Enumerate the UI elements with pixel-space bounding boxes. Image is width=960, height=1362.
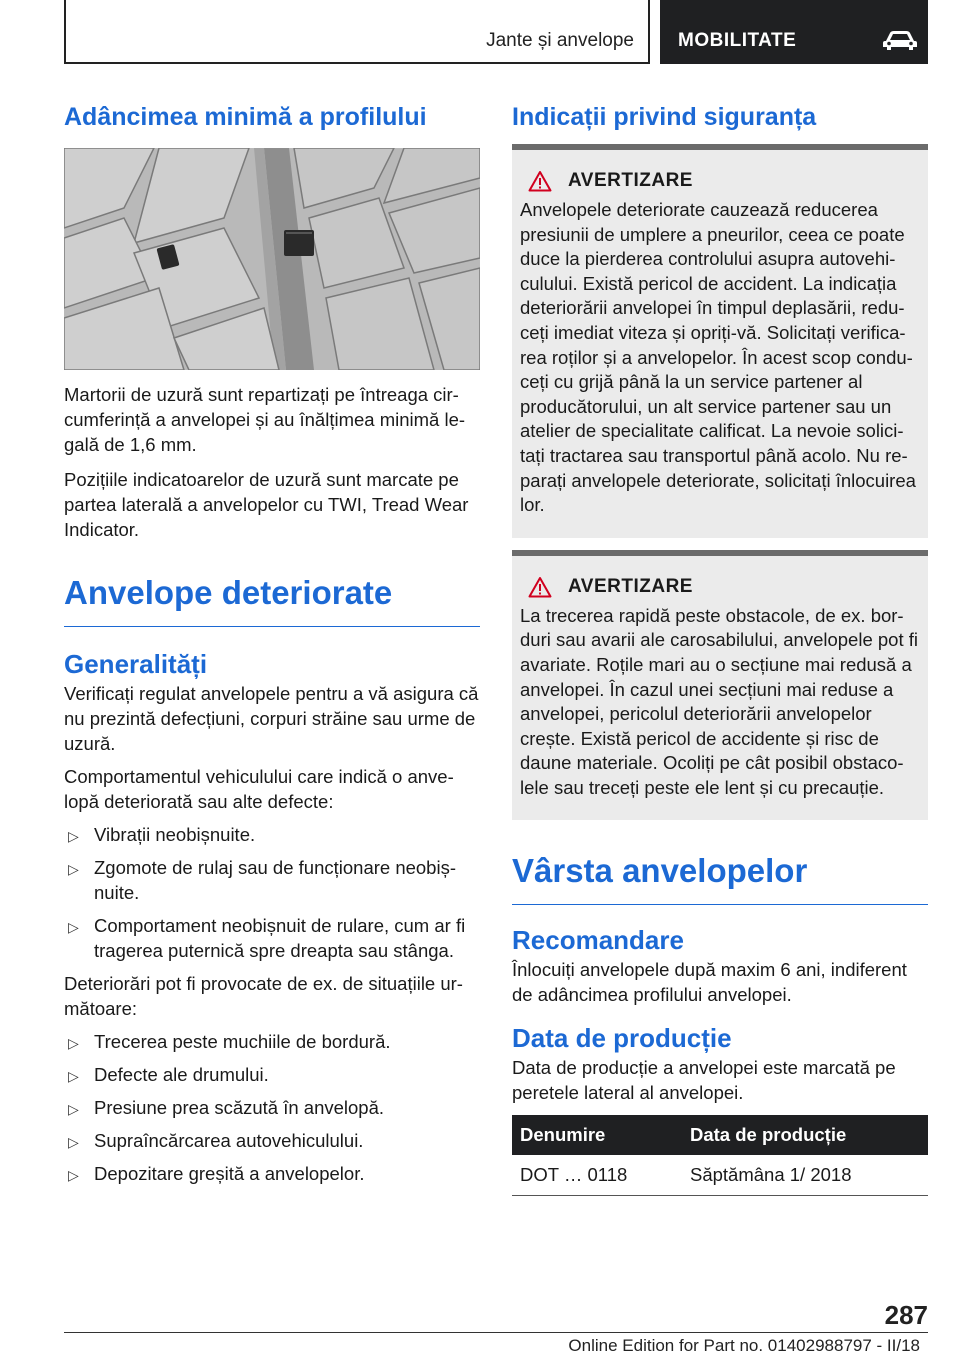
triangle-bullet-icon: ▷	[68, 861, 79, 877]
list-item: ▷ Presiune prea scăzută în anvelopă.	[64, 1095, 480, 1120]
paragraph: Martorii de uzură sunt repartizați pe întreaga cir-cumferință a anvelopei și au înălțimea minimă le-gală de 1,6 mm.	[64, 384, 466, 455]
list-item: ▷ Comportament neobișnuit de rulare, cum ar fi tragerea puternică spre dreapta sau stânga.	[68, 915, 466, 961]
section-tab	[64, 0, 650, 64]
paragraph: Înlocuiți anvelopele după maxim 6 ani, indiferent de adâncimea profilului anvelopei.	[512, 959, 907, 1006]
left-column	[64, 100, 480, 1194]
paragraph: Data de producție a anvelopei este marcată pe peretele lateral al anvelopei.	[512, 1057, 896, 1104]
triangle-bullet-icon: ▷	[68, 919, 79, 935]
list-item: ▷ Vibrații neobișnuite.	[64, 822, 480, 847]
warning-box	[512, 144, 928, 538]
table-cell: DOT … 0118	[512, 1155, 682, 1195]
cause-list	[64, 1029, 480, 1186]
list-item: ▷ Supraîncărcarea autovehiculului.	[64, 1128, 480, 1153]
car-icon	[882, 28, 918, 52]
list-item: ▷ Defecte ale drumului.	[64, 1062, 480, 1087]
symptom-list	[64, 822, 480, 963]
column-header: Denumire	[512, 1115, 682, 1155]
paragraph: Verificați regulat anvelopele pentru a vă asigura că nu prezintă defecțiuni, corpuri străine sau urme de uzură.	[64, 683, 479, 754]
triangle-bullet-icon: ▷	[68, 828, 79, 844]
list-item: ▷ Trecerea peste muchiile de bordură.	[64, 1029, 480, 1054]
list-item: ▷ Zgomote de rulaj sau de funcționare neobiș-nuite.	[68, 857, 456, 903]
warning-triangle-icon	[528, 576, 552, 598]
warning-text: La trecerea rapidă peste obstacole, de ex. bor-duri sau avarii ale carosabilului, anvelopele pot fi avariate. Roțile mari au o secțiune mai redusă a anvelopei. În cazul unei secțiuni mai reduse a anvelopei, pericolul deteriorării anvelopelor crește. Există pericol de accidente și risc de daune materiale. Ocoliți pe cât posibil obstaco-lele sau treceți peste ele lent și cu precauție.	[520, 604, 918, 798]
table-header-row	[512, 1115, 928, 1155]
right-column	[512, 100, 928, 1196]
table-row	[512, 1155, 928, 1195]
page-number: 287	[884, 1300, 928, 1330]
edition-footer: Online Edition for Part no. 01402988797 - II/18	[568, 1336, 920, 1355]
paragraph: Pozițiile indicatoarelor de uzură sunt marcate pe partea laterală a anvelopelor cu TWI, Tread Wear Indicator.	[64, 469, 469, 540]
category-tab	[660, 0, 928, 64]
paragraph: Comportamentul vehiculului care indică o anve-lopă deteriorată sau alte defecte:	[64, 766, 454, 812]
heading-safety: Indicații privind siguranța	[512, 103, 817, 131]
warning-title: AVERTIZARE	[568, 170, 693, 191]
list-item: ▷ Depozitare greșită a anvelopelor.	[64, 1161, 480, 1186]
heading-damaged-tires: Anvelope deteriorate	[64, 570, 480, 627]
category-title: MOBILITATE	[678, 30, 797, 51]
column-header: Data de producție	[682, 1115, 928, 1155]
warning-text: Anvelopele deteriorate cauzează reducerea presiunii de umplere a pneurilor, ceea ce poate duce la pierderea controlului asupra autovehi-culului. Există pericol de accident. La indicația deteriorării anvelopei în timpul deplasării, redu-ceți imediat viteza și opriți-vă. Solicitați verifica-rea roților și a anvelopelor. În acest scop condu-ceți cu grijă până la un service partener al producătorului, un alt service partener sau un atelier de specialitate calificat. La nevoie solici-tați tractarea sau transportul până acolo. Nu re-parați anvelopele deteriorate, solicitați înlocuirea lor.	[520, 199, 916, 516]
warning-box	[512, 550, 928, 821]
triangle-bullet-icon: ▷	[68, 1035, 79, 1051]
heading-production-date: Data de producție	[512, 1023, 732, 1054]
triangle-bullet-icon: ▷	[68, 1068, 79, 1084]
heading-recommendation: Recomandare	[512, 925, 684, 956]
tire-tread-wear-indicator-image	[64, 148, 480, 370]
heading-general: Generalități	[64, 649, 208, 679]
warning-title: AVERTIZARE	[568, 575, 693, 597]
triangle-bullet-icon: ▷	[68, 1167, 79, 1183]
warning-triangle-icon	[528, 170, 552, 192]
section-title: Jante și anvelope	[486, 30, 634, 51]
paragraph: Deteriorări pot fi provocate de ex. de situațiile ur-mătoare:	[64, 973, 463, 1019]
table-cell: Săptămâna 1/ 2018	[682, 1155, 928, 1195]
triangle-bullet-icon: ▷	[68, 1134, 79, 1150]
heading-tire-age: Vârsta anvelopelor	[512, 848, 928, 905]
production-date-table	[512, 1115, 928, 1196]
triangle-bullet-icon: ▷	[68, 1101, 79, 1117]
heading-min-tread: Adâncimea minimă a profilului	[64, 103, 427, 131]
page-header	[64, 0, 928, 64]
footer-divider	[64, 1332, 928, 1333]
